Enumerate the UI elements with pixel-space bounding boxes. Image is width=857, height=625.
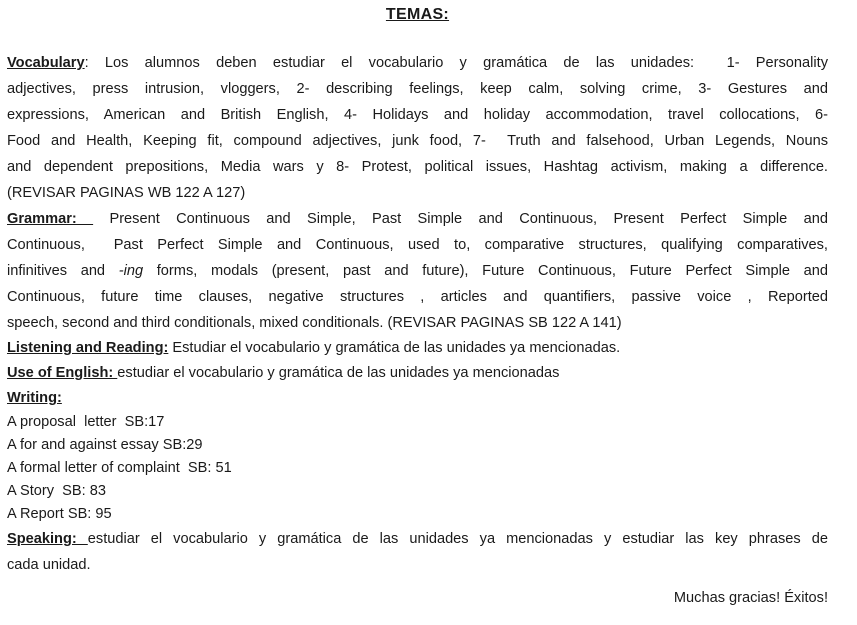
text-line <box>7 76 828 102</box>
text-run: adjectives, press intrusion, vloggers, 2- describing feelings, keep calm, solving crime, 3- Gestures and <box>7 81 828 97</box>
text-line <box>7 503 828 526</box>
paragraph-writing-list <box>7 411 828 526</box>
text-run: Vocabulary <box>7 55 85 71</box>
text-run: A Story SB: 83 <box>7 483 106 499</box>
text-line <box>7 310 828 336</box>
text-run: cada unidad. <box>7 557 91 573</box>
text-run: Continuous, future time clauses, negative structures , articles and quantifiers, passive voice , Reported <box>7 289 828 305</box>
document-title-text: TEMAS: <box>385 6 450 23</box>
text-run: expressions, American and British English, 4- Holidays and holiday accommodation, travel collocations, 6- <box>7 107 828 123</box>
text-line <box>7 480 828 503</box>
text-line <box>7 552 828 578</box>
text-line <box>7 102 828 128</box>
text-run: Food and Health, Keeping fit, compound adjectives, junk food, 7- Truth and falsehood, Urban Legends, Nouns <box>7 133 828 149</box>
text-line <box>7 457 828 480</box>
text-run: A proposal letter SB:17 <box>7 414 165 430</box>
text-line <box>7 206 828 232</box>
text-line <box>7 284 828 310</box>
text-run: Present Continuous and Simple, Past Simple and Continuous, Present Perfect Simple and <box>93 211 828 227</box>
text-run: estudiar el vocabulario y gramática de las unidades ya mencionadas y estudiar las key phrases de <box>87 531 828 547</box>
text-run: A Report SB: 95 <box>7 506 112 522</box>
document-title <box>7 5 828 25</box>
paragraph-writing-heading <box>7 386 828 411</box>
text-run: Grammar: <box>7 211 94 227</box>
text-run: estudiar el vocabulario y gramática de las unidades ya mencionadas <box>117 365 560 381</box>
text-line <box>7 180 828 206</box>
text-run: Listening and Reading: <box>7 340 169 356</box>
text-line <box>7 50 828 76</box>
text-run: forms, modals (present, past and future), Future Continuous, Future Perfect Simple and <box>143 263 828 279</box>
text-run: : Los alumnos deben estudiar el vocabulario y gramática de las unidades: 1- Personality <box>84 55 828 71</box>
text-line <box>7 526 828 552</box>
text-line <box>7 154 828 180</box>
text-line <box>7 336 828 361</box>
closing-line: Muchas gracias! Éxitos! <box>673 590 828 606</box>
text-run: Writing: <box>7 390 62 406</box>
text-run: Speaking: <box>7 531 88 547</box>
paragraph-listening-and-reading <box>7 336 828 361</box>
text-run: -ing <box>118 263 144 279</box>
text-line <box>7 386 828 411</box>
text-line <box>7 361 828 386</box>
paragraph-grammar <box>7 206 828 336</box>
text-line <box>7 232 828 258</box>
text-line <box>7 128 828 154</box>
text-run: Estudiar el vocabulario y gramática de las unidades ya mencionadas. <box>168 340 621 356</box>
text-run: and dependent prepositions, Media wars y 8- Protest, political issues, Hashtag activism, making a difference. <box>7 159 828 175</box>
paragraph-use-of-english <box>7 361 828 386</box>
paragraph-vocabulary <box>7 50 828 206</box>
text-run: Continuous, Past Perfect Simple and Continuous, used to, comparative structures, qualifying comparatives, <box>7 237 828 253</box>
text-run: A formal letter of complaint SB: 51 <box>7 460 232 476</box>
text-line <box>7 434 828 457</box>
document-body <box>7 50 828 578</box>
text-run: (REVISAR PAGINAS WB 122 A 127) <box>7 185 246 201</box>
text-run: Use of English: <box>7 365 118 381</box>
text-line <box>7 411 828 434</box>
text-run: speech, second and third conditionals, mixed conditionals. (REVISAR PAGINAS SB 122 A 141) <box>7 315 622 331</box>
paragraph-speaking <box>7 526 828 578</box>
text-run: infinitives and <box>7 263 119 279</box>
text-line <box>7 258 828 284</box>
text-run: A for and against essay SB:29 <box>7 437 203 453</box>
